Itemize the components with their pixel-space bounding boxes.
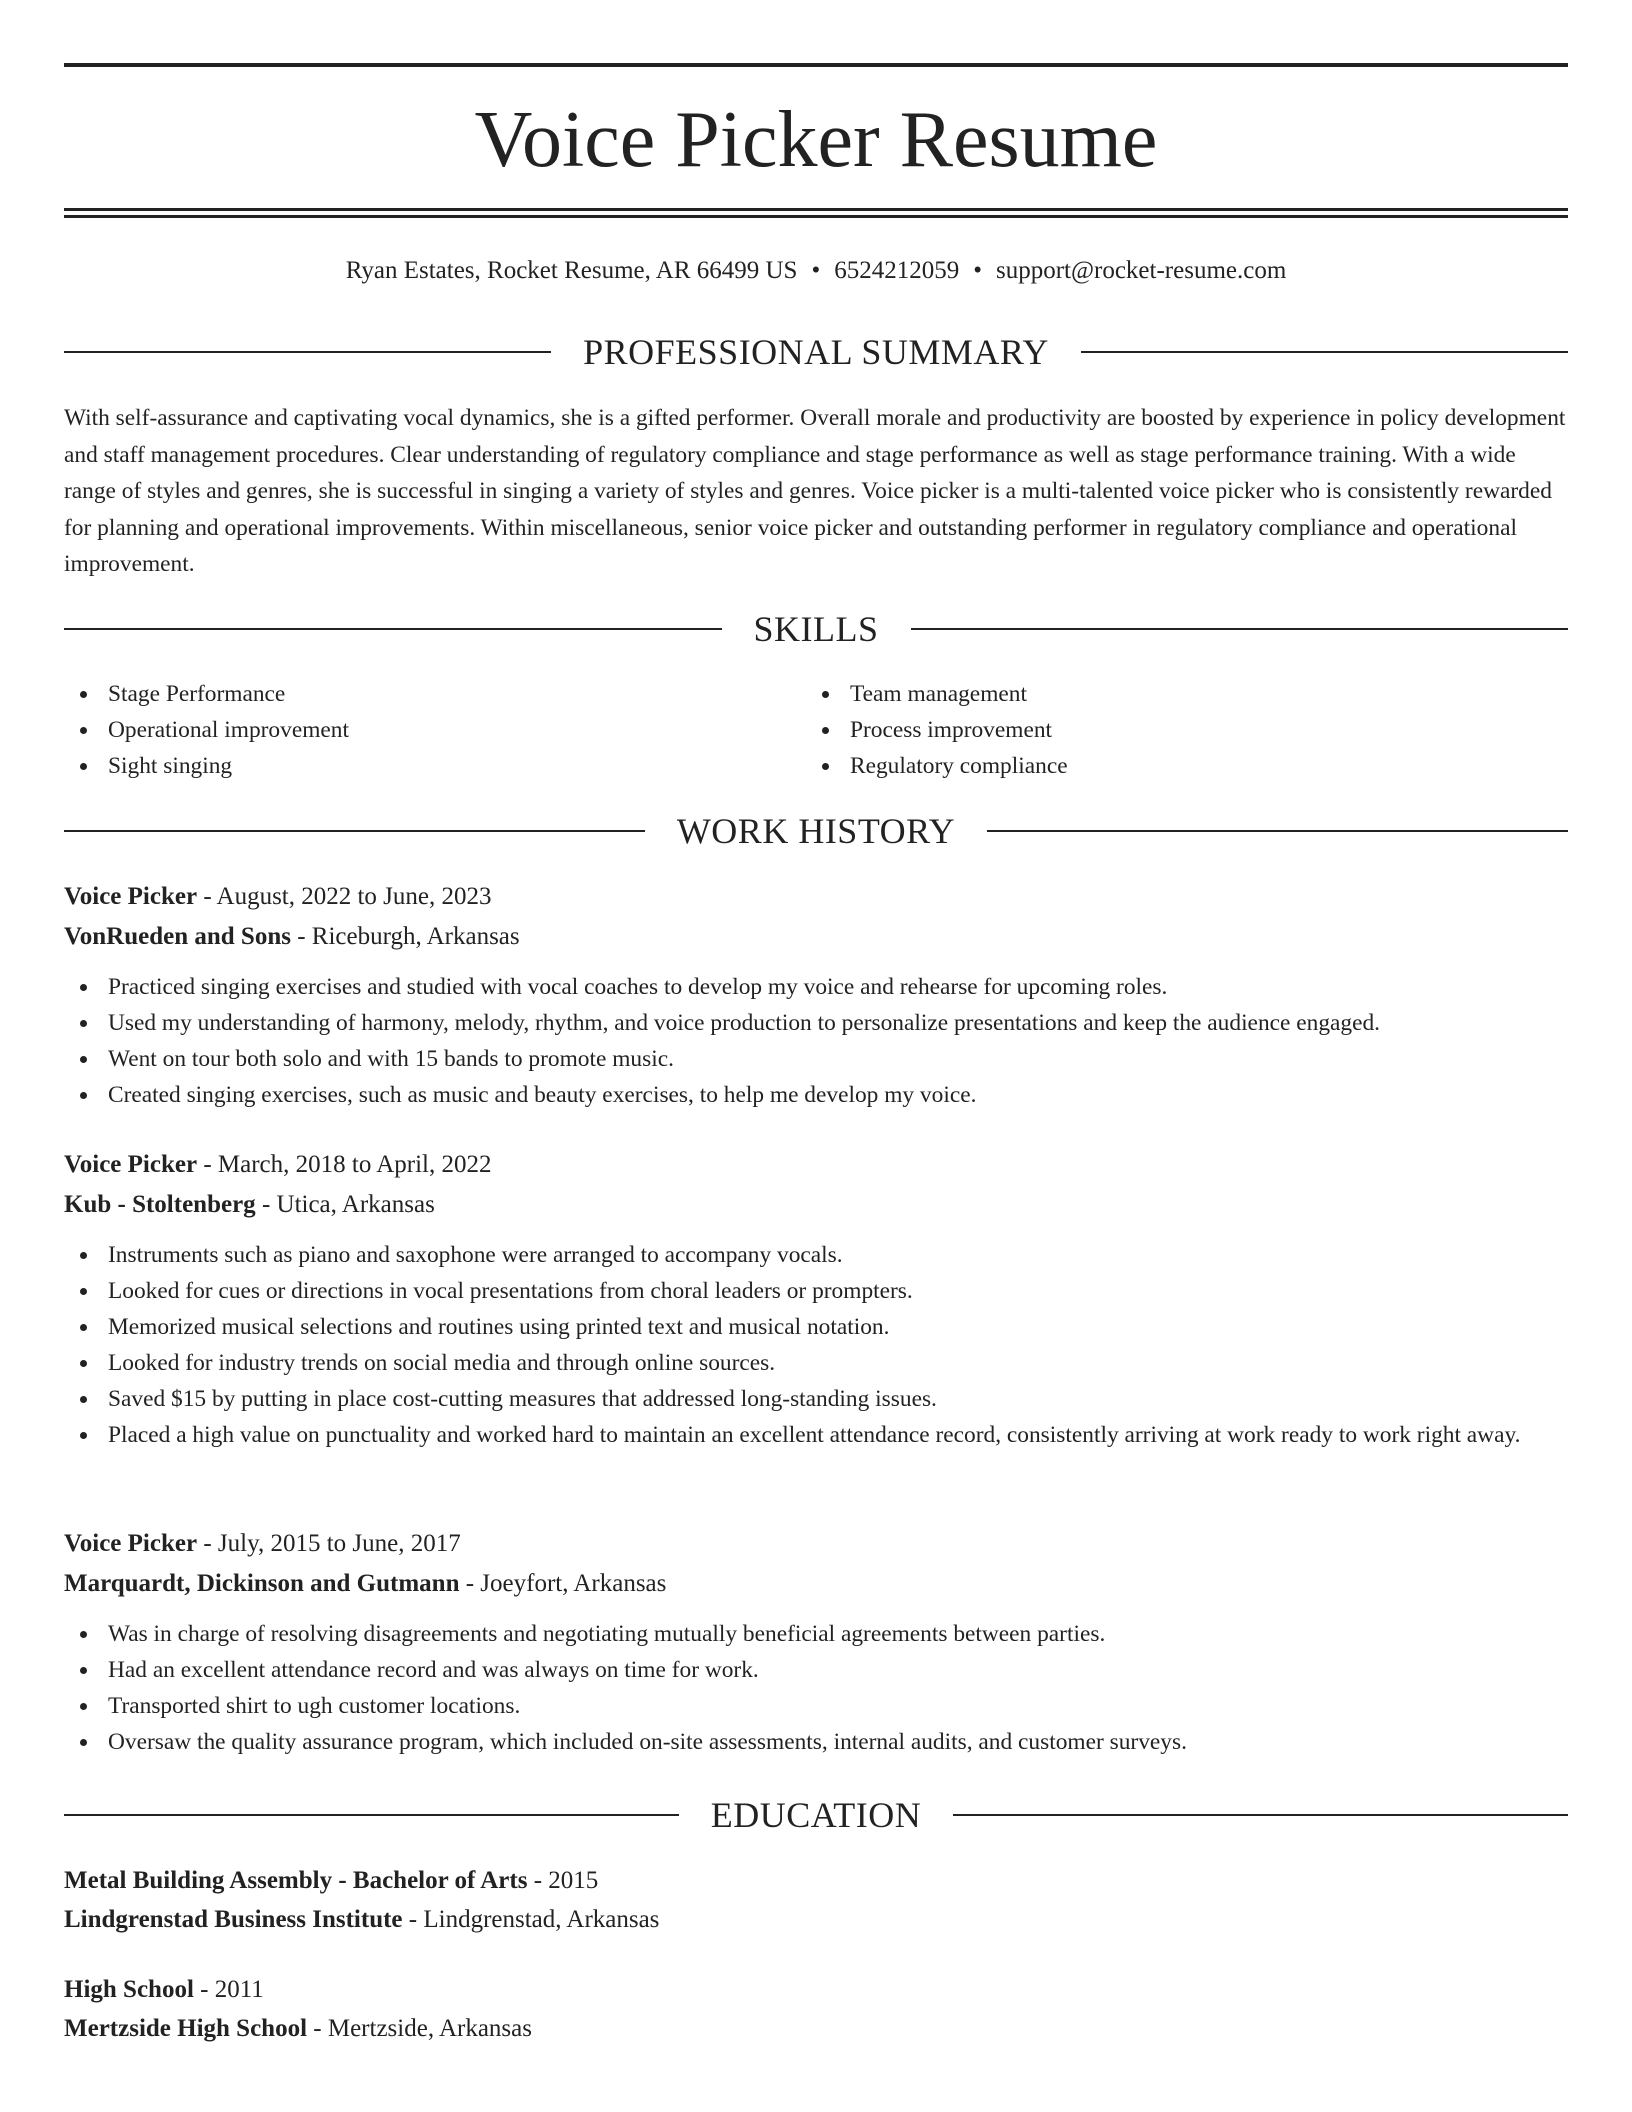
job-title-line [64, 1145, 1568, 1185]
contact-address: Ryan Estates, Rocket Resume, AR 66499 US [345, 257, 798, 284]
skills-list-left [64, 676, 804, 784]
skill-item: Process improvement [806, 712, 1546, 748]
section-title: SKILLS [753, 609, 879, 649]
job-company: Marquardt, Dickinson and Gutmann [64, 1570, 460, 1597]
school-name: Lindgrenstad Business Institute [64, 1906, 403, 1933]
skill-item: Sight singing [64, 748, 804, 784]
contact-phone: 6524212059 [834, 257, 960, 284]
job-duties [64, 1237, 1568, 1453]
job-duty: Went on tour both solo and with 15 bands to promote music. [64, 1041, 1568, 1077]
skills-list-right [806, 676, 1546, 784]
job-dates: - August, 2022 to June, 2023 [197, 883, 492, 910]
school-name: Mertzside High School [64, 2015, 308, 2042]
school-line [64, 2009, 1568, 2048]
heading-rule [987, 830, 1568, 832]
job-title: Voice Picker [64, 1530, 198, 1557]
job-duty: Used my understanding of harmony, melody, rhythm, and voice production to personalize presentations and keep the audience engaged. [64, 1005, 1568, 1041]
skill-item: Team management [806, 676, 1546, 712]
job-duty: Instruments such as piano and saxophone were arranged to accompany vocals. [64, 1237, 1568, 1273]
heading-rule [64, 1814, 679, 1816]
job-duty: Memorized musical selections and routines using printed text and musical notation. [64, 1309, 1568, 1345]
job-duty: Was in charge of resolving disagreements and negotiating mutually beneficial agreements between parties. [64, 1616, 1568, 1652]
degree-title: Metal Building Assembly - Bachelor of Arts [64, 1867, 528, 1894]
heading-rule [64, 830, 645, 832]
degree-year: - 2015 [527, 1867, 599, 1894]
job-duty: Placed a high value on punctuality and worked hard to maintain an excellent attendance record, consistently arriving at work ready to work right away. [64, 1417, 1568, 1453]
summary-heading [64, 330, 1568, 374]
job-company-line [64, 917, 1568, 957]
work-history-heading [64, 809, 1568, 853]
job-duty: Oversaw the quality assurance program, which included on-site assessments, internal audits, and customer surveys. [64, 1724, 1568, 1760]
education-heading [64, 1793, 1568, 1837]
job-location: - Joeyfort, Arkansas [459, 1570, 667, 1597]
school-location: - Lindgrenstad, Arkansas [402, 1906, 660, 1933]
degree-year: - 2011 [193, 1976, 264, 2003]
top-rule [64, 63, 1568, 67]
job-duty: Looked for cues or directions in vocal presentations from choral leaders or prompters. [64, 1273, 1568, 1309]
contact-email: support@rocket-resume.com [995, 257, 1287, 284]
job-duty: Looked for industry trends on social media and through online sources. [64, 1345, 1568, 1381]
heading-rule [911, 628, 1569, 630]
heading-rule [953, 1814, 1568, 1816]
contact-separator: • [811, 257, 821, 284]
section-title: EDUCATION [710, 1795, 922, 1835]
job-title-line [64, 1524, 1568, 1564]
degree-line [64, 1861, 1568, 1900]
education-entry [64, 1970, 1568, 2048]
education-entry [64, 1861, 1568, 1939]
job-duties [64, 1616, 1568, 1760]
heading-rule [1081, 351, 1568, 353]
skill-item: Operational improvement [64, 712, 804, 748]
job-duty: Saved $15 by putting in place cost-cutting measures that addressed long-standing issues. [64, 1381, 1568, 1417]
job-company: VonRueden and Sons [64, 923, 291, 950]
job-duty: Transported shirt to ugh customer locations. [64, 1688, 1568, 1724]
job-location: - Riceburgh, Arkansas [290, 923, 520, 950]
school-line [64, 1900, 1568, 1939]
job-company: Kub - Stoltenberg [64, 1191, 256, 1218]
contact-separator: • [973, 257, 982, 284]
heading-rule [64, 351, 551, 353]
section-title: WORK HISTORY [676, 811, 956, 851]
skills-heading [64, 607, 1568, 651]
degree-line [64, 1970, 1568, 2009]
job-duty: Created singing exercises, such as music and beauty exercises, to help me develop my voice. [64, 1077, 1568, 1113]
job-title: Voice Picker [64, 1151, 198, 1178]
job-entry [64, 1145, 1568, 1453]
skill-item: Regulatory compliance [806, 748, 1546, 784]
title-rule-upper [64, 208, 1568, 211]
resume-title: Voice Picker Resume [474, 96, 1158, 184]
job-duty: Practiced singing exercises and studied with vocal coaches to develop my voice and rehearse for upcoming roles. [64, 969, 1568, 1005]
job-company-line [64, 1564, 1568, 1604]
job-entry [64, 1524, 1568, 1760]
job-dates: - March, 2018 to April, 2022 [197, 1151, 492, 1178]
title-rule-lower [64, 215, 1568, 218]
summary-text: With self-assurance and captivating vocal dynamics, she is a gifted performer. Overall morale and productivity are boosted by experience in policy development and staff management procedures. Clear understanding of regulatory compliance and stage performance as well as stage performance training. With a wide range of styles and genres, she is successful in singing a variety of styles and genres. Voice picker is a multi-talented voice picker who is consistently rewarded for planning and operational improvements. Within miscellaneous, senior voice picker and outstanding performer in regulatory compliance and operational improvement. [64, 405, 1566, 577]
section-title: PROFESSIONAL SUMMARY [583, 332, 1049, 372]
job-title: Voice Picker [64, 883, 198, 910]
job-entry [64, 877, 1568, 1113]
skill-item: Stage Performance [64, 676, 804, 712]
school-location: - Mertzside, Arkansas [307, 2015, 532, 2042]
job-company-line [64, 1185, 1568, 1225]
heading-rule [64, 628, 722, 630]
job-title-line [64, 877, 1568, 917]
job-duty: Had an excellent attendance record and was always on time for work. [64, 1652, 1568, 1688]
job-dates: - July, 2015 to June, 2017 [197, 1530, 461, 1557]
degree-title: High School [64, 1976, 194, 2003]
job-duties [64, 969, 1568, 1113]
contact-line [64, 254, 1568, 288]
job-location: - Utica, Arkansas [255, 1191, 435, 1218]
